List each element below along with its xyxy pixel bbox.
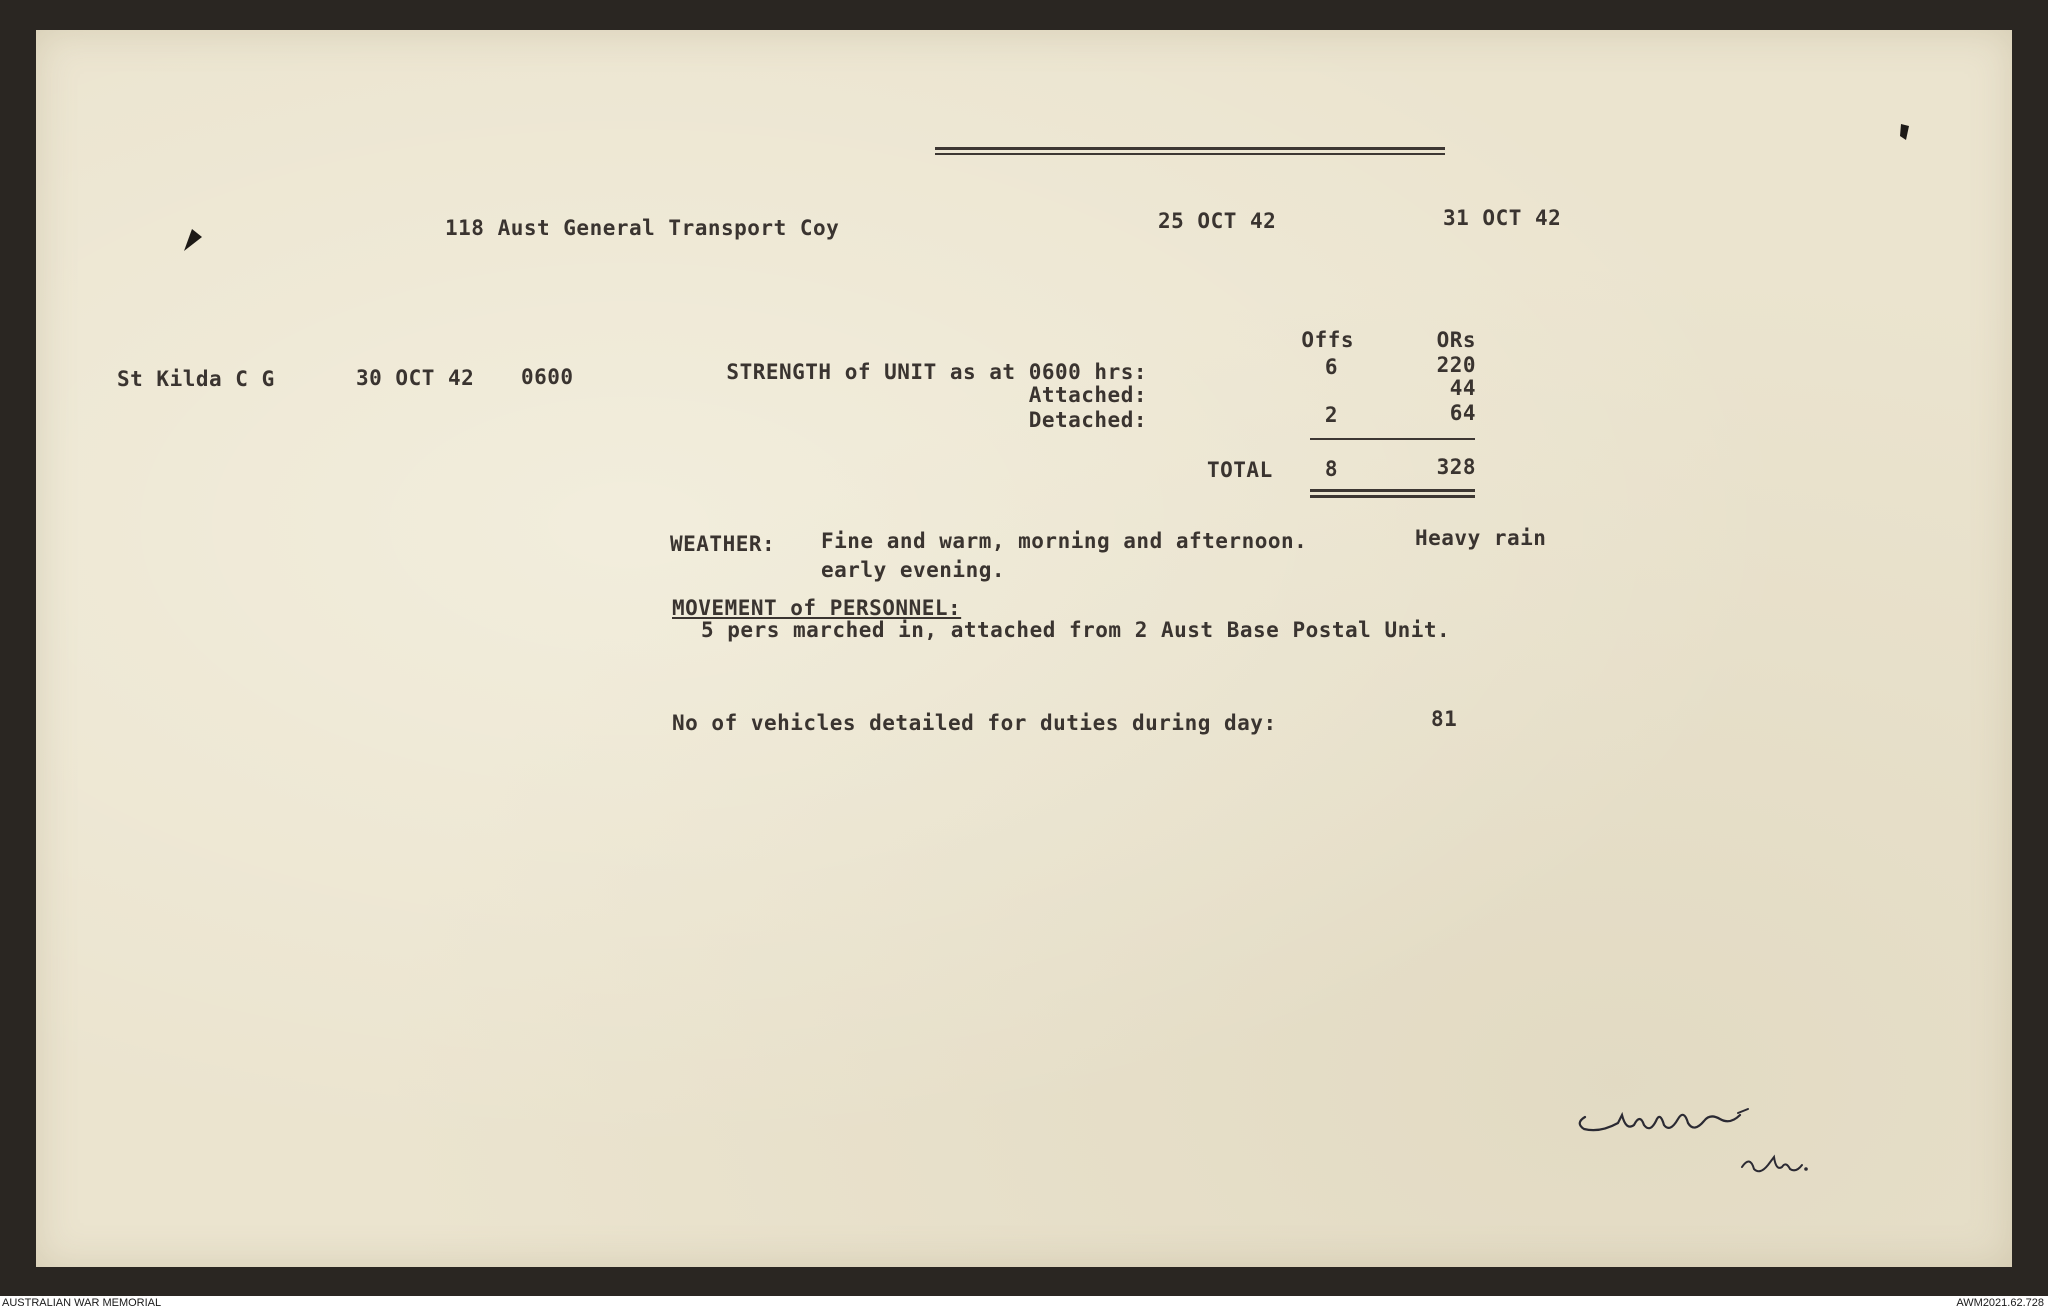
signature-scribble xyxy=(1570,1095,1830,1195)
total-offs: 8 xyxy=(1324,457,1338,481)
total-double-rule-lower xyxy=(1310,495,1475,498)
weather-text-cont: Heavy rain xyxy=(1415,526,1547,550)
attached-ors: 44 xyxy=(1449,376,1476,400)
entry-place: St Kilda C G xyxy=(117,367,275,391)
punch-mark xyxy=(180,225,210,255)
period-start: 25 OCT 42 xyxy=(1158,209,1277,233)
total-double-rule xyxy=(1310,489,1475,492)
vehicles-value: 81 xyxy=(1431,707,1458,731)
detached-offs: 2 xyxy=(1324,403,1338,427)
weather-text-line2: early evening. xyxy=(821,558,1006,582)
attached-label: Attached: xyxy=(1028,383,1147,407)
movement-label: MOVEMENT of PERSONNEL: xyxy=(672,596,962,620)
strength-ors: 220 xyxy=(1436,353,1476,377)
weather-label: WEATHER: xyxy=(670,532,776,556)
footer-left: AUSTRALIAN WAR MEMORIAL xyxy=(2,1297,162,1309)
footer-right: AWM2021.62.728 xyxy=(1956,1297,2044,1309)
detached-label: Detached: xyxy=(1028,408,1147,432)
total-label: TOTAL xyxy=(1207,458,1273,482)
detached-ors: 64 xyxy=(1449,401,1476,425)
movement-text: 5 pers marched in, attached from 2 Aust Base Postal Unit. xyxy=(701,618,1451,642)
strength-offs: 6 xyxy=(1324,355,1338,379)
entry-time: 0600 xyxy=(521,365,574,389)
weather-text: Fine and warm, morning and afternoon. xyxy=(821,529,1308,553)
entry-date: 30 OCT 42 xyxy=(356,366,475,390)
col-header-offs: Offs xyxy=(1301,328,1354,352)
unit-name: 118 Aust General Transport Coy xyxy=(445,216,840,240)
strength-label: STRENGTH of UNIT as at 0600 hrs: xyxy=(726,360,1147,384)
top-rule-lower xyxy=(935,153,1445,155)
subtotal-rule xyxy=(1310,438,1475,440)
paper-speck xyxy=(1898,122,1912,142)
top-rule xyxy=(935,147,1445,150)
col-header-ors: ORs xyxy=(1436,328,1476,352)
vehicles-label: No of vehicles detailed for duties during day: xyxy=(672,711,1277,735)
total-ors: 328 xyxy=(1436,455,1476,479)
document-sheet xyxy=(36,30,2012,1267)
period-end: 31 OCT 42 xyxy=(1443,206,1562,230)
